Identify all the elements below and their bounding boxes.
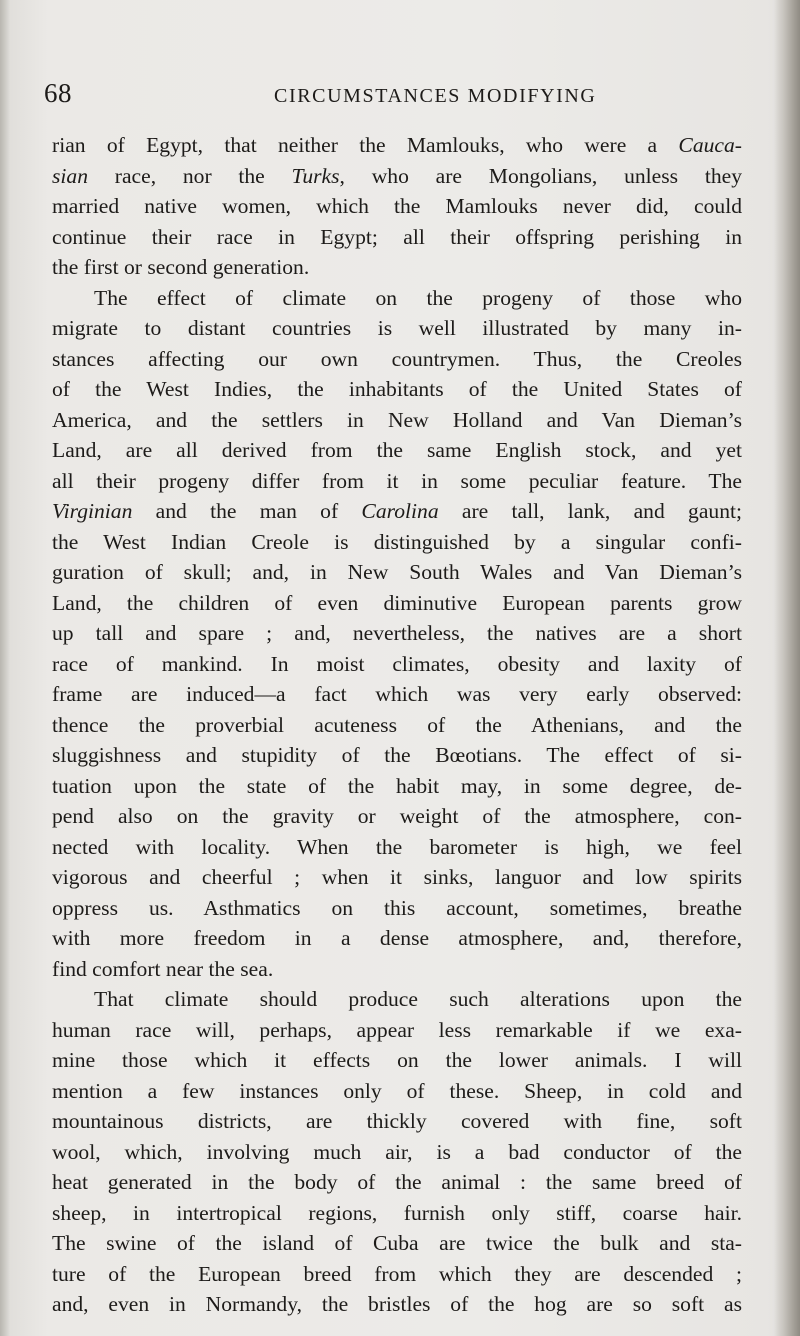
text-line: guration of skull; and, in New South Wales and Van Dieman’s [52, 560, 742, 584]
text-line: tuation upon the state of the habit may, in some degree, de- [52, 773, 742, 798]
text-line: continue their race in Egypt; all their offspring perishing in [52, 224, 742, 249]
text-line: migrate to distant countries is well illustrated by many in- [52, 316, 742, 340]
text-line: oppress us. Asthmatics on this account, sometimes, breathe [52, 895, 742, 920]
page-edge-shadow [774, 0, 800, 1336]
text-line: stances affecting our own countrymen. Thus, the Creoles [52, 346, 742, 371]
text-line: rian of Egypt, that neither the Mamlouks, who were a Cauca- [52, 133, 742, 157]
text-line: thence the proverbial acuteness of the Athenians, and the [52, 712, 742, 737]
text-line: all their progeny differ from it in some peculiar feature. The [52, 468, 742, 493]
text-line: The effect of climate on the progeny of those who [94, 285, 742, 310]
text-line: with more freedom in a dense atmosphere, and, therefore, [52, 926, 742, 950]
page-number: 68 [44, 78, 72, 108]
body-text [52, 130, 742, 1320]
page-header [44, 78, 724, 114]
running-head: CIRCUMSTANCES MODIFYING [274, 85, 597, 107]
text-line: wool, which, involving much air, is a bad conductor of the [52, 1139, 742, 1164]
text-line: vigorous and cheerful ; when it sinks, languor and low spirits [52, 865, 742, 889]
text-line: That climate should produce such alterations upon the [94, 987, 742, 1011]
text-line: sluggishness and stupidity of the Bœotians. The effect of si- [52, 743, 742, 767]
text-line: human race will, perhaps, appear less remarkable if we exa- [52, 1017, 742, 1042]
text-line: heat generated in the body of the animal : the same breed of [52, 1170, 742, 1194]
text-line: frame are induced—a fact which was very early observed: [52, 682, 742, 706]
text-line: Virginian and the man of Carolina are tall, lank, and gaunt; [52, 499, 743, 523]
text-line: the first or second generation. [52, 255, 310, 279]
text-line: The swine of the island of Cuba are twice the bulk and sta- [52, 1231, 742, 1255]
text-line: married native women, which the Mamlouks never did, could [52, 194, 742, 218]
text-line: find comfort near the sea. [52, 956, 274, 981]
text-line: the West Indian Creole is distinguished by a singular confi- [52, 529, 742, 554]
text-line: race of mankind. In moist climates, obesity and laxity of [52, 651, 742, 676]
text-line: pend also on the gravity or weight of the atmosphere, con- [52, 804, 742, 828]
text-line: mountainous districts, are thickly covered with fine, soft [52, 1109, 742, 1133]
text-line: nected with locality. When the barometer is high, we feel [52, 834, 742, 859]
text-line: sian race, nor the Turks, who are Mongolians, unless they [52, 163, 742, 188]
page-gutter-shadow [0, 0, 10, 1336]
text-line: up tall and spare ; and, nevertheless, the natives are a short [52, 621, 742, 645]
text-line: mention a few instances only of these. Sheep, in cold and [52, 1078, 742, 1103]
text-line: Land, are all derived from the same English stock, and yet [52, 438, 742, 462]
text-line: sheep, in intertropical regions, furnish only stiff, coarse hair. [52, 1200, 742, 1225]
text-line: of the West Indies, the inhabitants of the United States of [52, 377, 742, 401]
text-line: mine those which it effects on the lower animals. I will [52, 1048, 742, 1072]
text-line: and, even in Normandy, the bristles of the hog are so soft as [52, 1292, 742, 1316]
text-line: America, and the settlers in New Holland and Van Dieman’s [52, 407, 742, 432]
text-line: ture of the European breed from which they are descended ; [52, 1261, 742, 1286]
text-line: Land, the children of even diminutive European parents grow [52, 590, 742, 615]
